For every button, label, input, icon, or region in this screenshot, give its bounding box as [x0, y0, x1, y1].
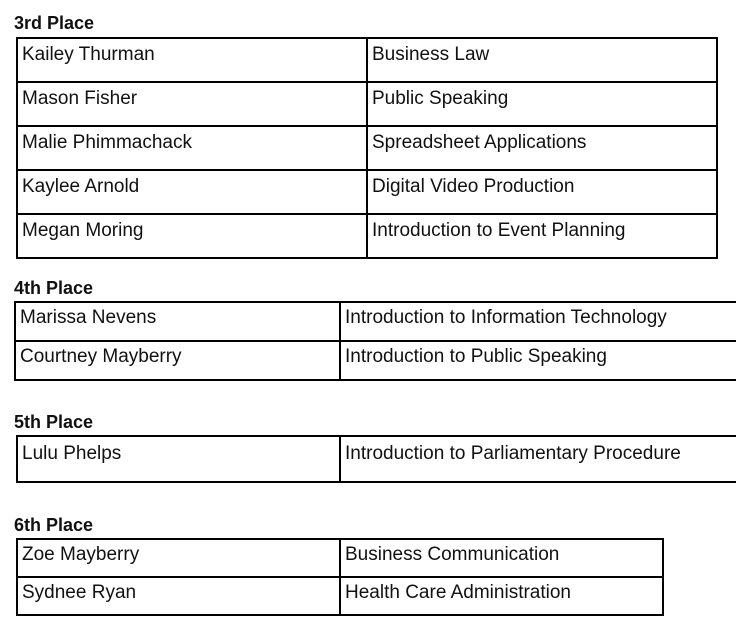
- event-name-cell: Public Speaking: [367, 82, 717, 126]
- table-row: [17, 82, 717, 126]
- section-heading-5th-place: 5th Place: [14, 412, 94, 432]
- table-row: [17, 126, 717, 170]
- student-name-cell: Lulu Phelps: [17, 436, 340, 482]
- section-heading-6th-place: 6th Place: [14, 515, 94, 535]
- event-name-cell: Introduction to Parliamentary Procedure: [340, 436, 736, 482]
- section-heading-3rd-place: 3rd Place: [14, 13, 95, 33]
- student-name-cell: Marissa Nevens: [15, 302, 340, 341]
- student-name-cell: Mason Fisher: [17, 82, 367, 126]
- event-name-cell: Introduction to Public Speaking: [340, 341, 736, 380]
- table-row: [15, 302, 736, 341]
- table-row: [17, 214, 717, 258]
- results-table-6th-place: [16, 538, 664, 616]
- results-table-4th-place: [14, 301, 736, 381]
- student-name-cell: Megan Moring: [17, 214, 367, 258]
- results-table-5th-place: [16, 435, 736, 483]
- student-name-cell: Courtney Mayberry: [15, 341, 340, 380]
- table-row: [17, 38, 717, 82]
- event-name-cell: Business Communication: [340, 539, 663, 577]
- table-row: [17, 436, 736, 482]
- table-row: [15, 341, 736, 380]
- event-name-cell: Spreadsheet Applications: [367, 126, 717, 170]
- results-table-3rd-place: [16, 37, 718, 259]
- student-name-cell: Kailey Thurman: [17, 38, 367, 82]
- student-name-cell: Kaylee Arnold: [17, 170, 367, 214]
- event-name-cell: Health Care Administration: [340, 577, 663, 615]
- table-row: [17, 577, 663, 615]
- event-name-cell: Introduction to Event Planning: [367, 214, 717, 258]
- table-row: [17, 170, 717, 214]
- student-name-cell: Zoe Mayberry: [17, 539, 340, 577]
- student-name-cell: Sydnee Ryan: [17, 577, 340, 615]
- table-row: [17, 539, 663, 577]
- event-name-cell: Introduction to Information Technology: [340, 302, 736, 341]
- section-heading-4th-place: 4th Place: [14, 278, 94, 298]
- event-name-cell: Business Law: [367, 38, 717, 82]
- event-name-cell: Digital Video Production: [367, 170, 717, 214]
- student-name-cell: Malie Phimmachack: [17, 126, 367, 170]
